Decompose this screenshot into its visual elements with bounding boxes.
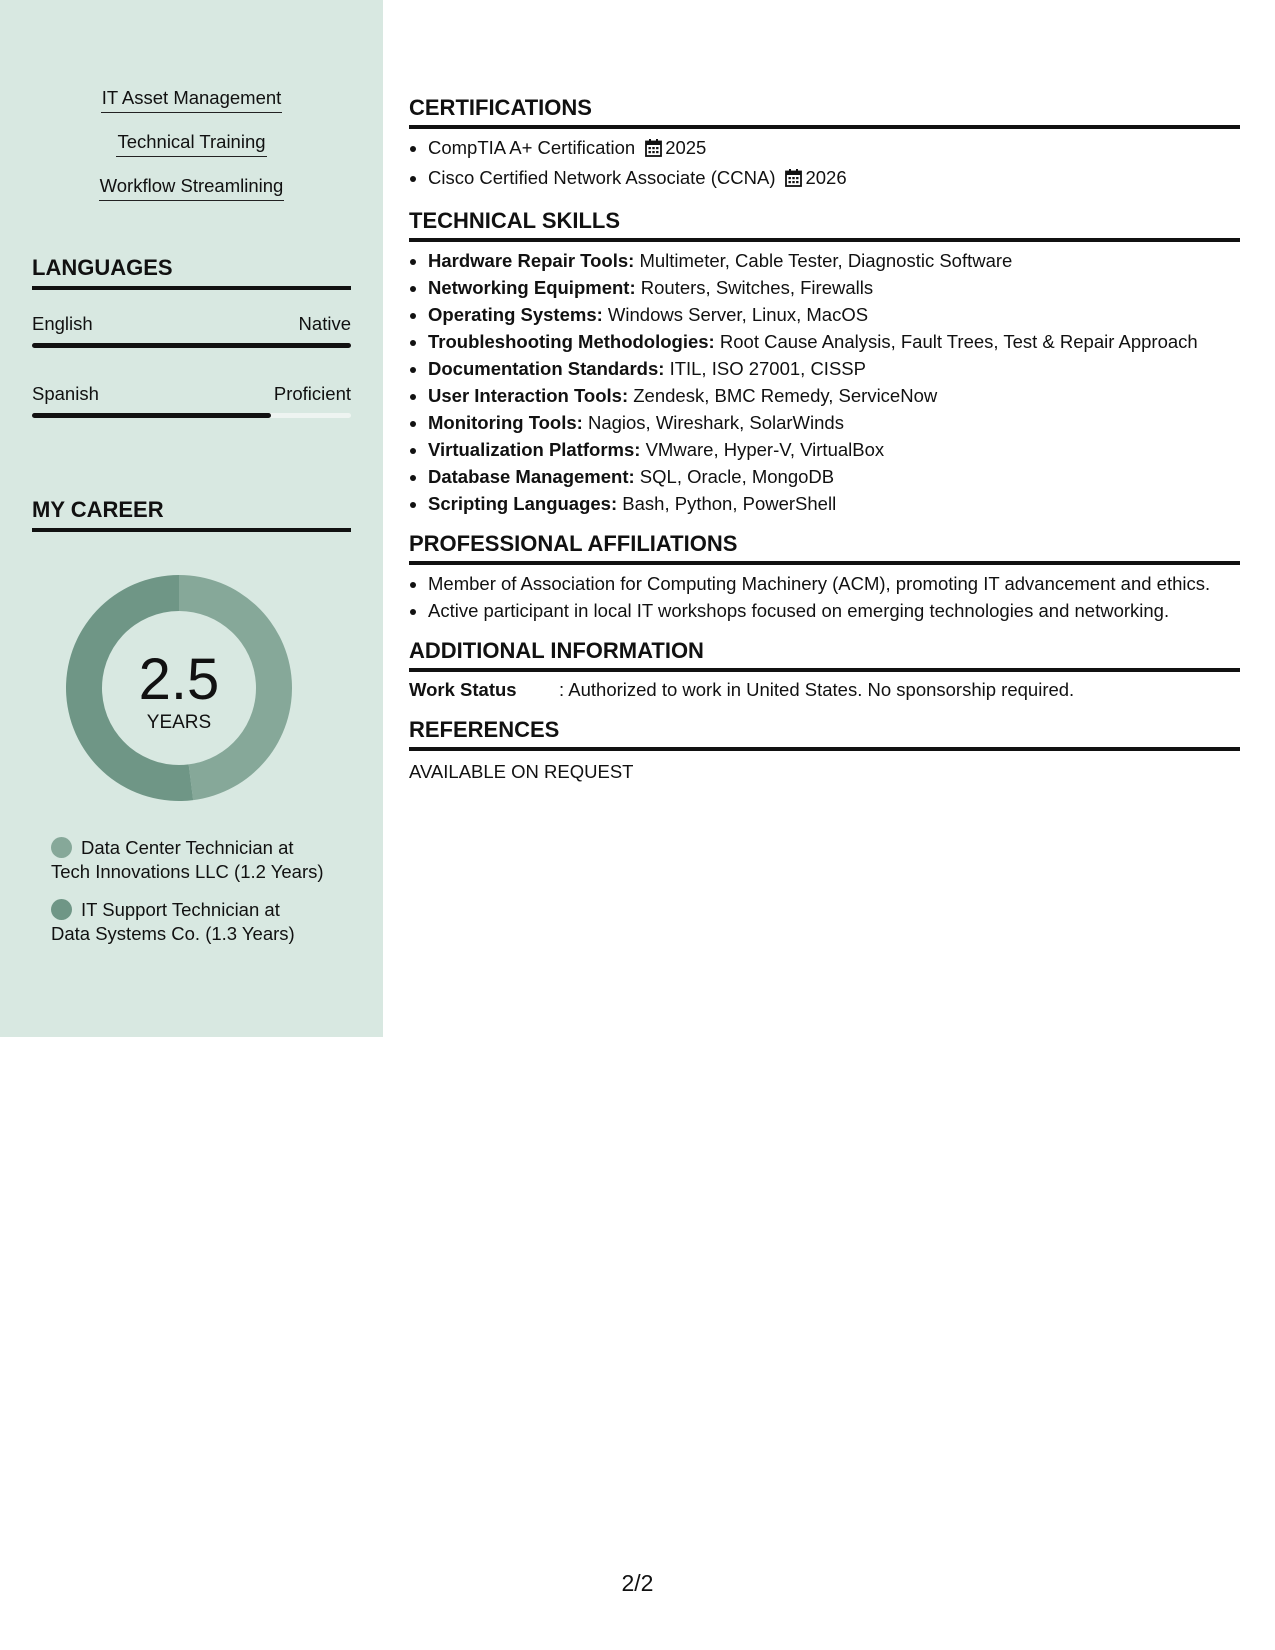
additional-info-heading: ADDITIONAL INFORMATION (409, 638, 1240, 672)
work-status-label: Work Status (409, 679, 517, 700)
technical-skill-label: Troubleshooting Methodologies: (428, 331, 715, 352)
technical-skill-item (428, 490, 1240, 517)
language-name: Spanish (32, 383, 99, 404)
work-status-value: : Authorized to work in United States. No sponsorship required. (559, 679, 1075, 700)
career-total (66, 648, 292, 734)
language-level: Proficient (273, 383, 351, 404)
technical-skill-value: Root Cause Analysis, Fault Trees, Test & Repair Approach (719, 331, 1198, 352)
skill-tag[interactable]: Workflow Streamlining (99, 174, 285, 201)
language-row-spanish (32, 383, 351, 405)
technical-skill-label: Hardware Repair Tools: (428, 250, 635, 271)
technical-skill-item (428, 436, 1240, 463)
language-name: English (32, 313, 93, 334)
technical-skill-item (428, 274, 1240, 301)
language-row-english (32, 313, 351, 335)
certification-item (428, 164, 1240, 194)
certification-item (428, 134, 1240, 164)
technical-skill-item (428, 301, 1240, 328)
career-total-unit: YEARS (146, 712, 212, 733)
certification-name: Cisco Certified Network Associate (CCNA) (428, 167, 776, 188)
technical-skill-item (428, 355, 1240, 382)
skill-tag[interactable]: IT Asset Management (101, 86, 283, 113)
technical-skill-item (428, 409, 1240, 436)
career-item (51, 836, 351, 884)
career-item-label: Data Center Technician at (81, 837, 294, 858)
calendar-icon (785, 167, 802, 194)
main-content (409, 95, 1240, 783)
technical-skill-label: Monitoring Tools: (428, 412, 583, 433)
technical-skills-list (409, 247, 1240, 517)
work-status-row (409, 677, 1240, 703)
certifications-list (409, 134, 1240, 194)
sidebar (0, 0, 383, 1037)
language-bar-fill (32, 343, 351, 348)
references-text: AVAILABLE ON REQUEST (409, 761, 634, 782)
calendar-icon (645, 137, 662, 164)
certification-year: 2025 (665, 137, 707, 158)
technical-skill-label: Operating Systems: (428, 304, 603, 325)
affiliation-item: • Member of Association for Computing Machinery (ACM), promoting IT advancement and ethics. (428, 570, 1240, 597)
career-item-detail: Tech Innovations LLC (1.2 Years) (51, 861, 324, 882)
technical-skill-value: SQL, Oracle, MongoDB (639, 466, 835, 487)
language-level: Native (298, 313, 351, 334)
technical-skill-value: Bash, Python, PowerShell (622, 493, 837, 514)
career-item-detail: Data Systems Co. (1.3 Years) (51, 923, 295, 944)
certification-year: 2026 (805, 167, 847, 188)
affiliation-item: • Active participant in local IT workshops focused on emerging technologies and networking. (428, 597, 1240, 624)
career-legend-dot (51, 837, 72, 858)
languages-heading: LANGUAGES (32, 255, 351, 290)
references-heading: REFERENCES (409, 717, 1240, 751)
skill-tag-list (0, 86, 383, 218)
technical-skill-label: Virtualization Platforms: (428, 439, 641, 460)
technical-skill-item (428, 247, 1240, 274)
technical-skill-value: Nagios, Wireshark, SolarWinds (587, 412, 844, 433)
technical-skill-value: Zendesk, BMC Remedy, ServiceNow (633, 385, 938, 406)
language-bar-fill (32, 413, 271, 418)
career-heading: MY CAREER (32, 497, 351, 532)
technical-skills-heading: TECHNICAL SKILLS (409, 208, 1240, 242)
technical-skill-value: VMware, Hyper-V, VirtualBox (645, 439, 885, 460)
technical-skill-label: Database Management: (428, 466, 635, 487)
technical-skill-label: User Interaction Tools: (428, 385, 629, 406)
certification-name: CompTIA A+ Certification (428, 137, 636, 158)
career-item-label: IT Support Technician at (81, 899, 280, 920)
technical-skill-label: Documentation Standards: (428, 358, 665, 379)
technical-skill-item (428, 463, 1240, 490)
technical-skill-label: Networking Equipment: (428, 277, 636, 298)
technical-skill-value: Windows Server, Linux, MacOS (607, 304, 869, 325)
affiliations-list (409, 570, 1240, 624)
certifications-heading: CERTIFICATIONS (409, 95, 1240, 129)
language-bar-spanish (32, 413, 351, 418)
affiliations-heading: PROFESSIONAL AFFILIATIONS (409, 531, 1240, 565)
technical-skill-value: Multimeter, Cable Tester, Diagnostic Software (639, 250, 1013, 271)
technical-skill-label: Scripting Languages: (428, 493, 618, 514)
career-total-value: 2.5 (138, 647, 220, 712)
language-bar-english (32, 343, 351, 348)
career-legend-dot (51, 899, 72, 920)
technical-skill-item (428, 328, 1240, 355)
page-number: 2/2 (621, 1570, 654, 1596)
technical-skill-value: ITIL, ISO 27001, CISSP (669, 358, 866, 379)
skill-tag[interactable]: Technical Training (116, 130, 266, 157)
technical-skill-value: Routers, Switches, Firewalls (640, 277, 874, 298)
career-item (51, 898, 351, 946)
technical-skill-item (428, 382, 1240, 409)
